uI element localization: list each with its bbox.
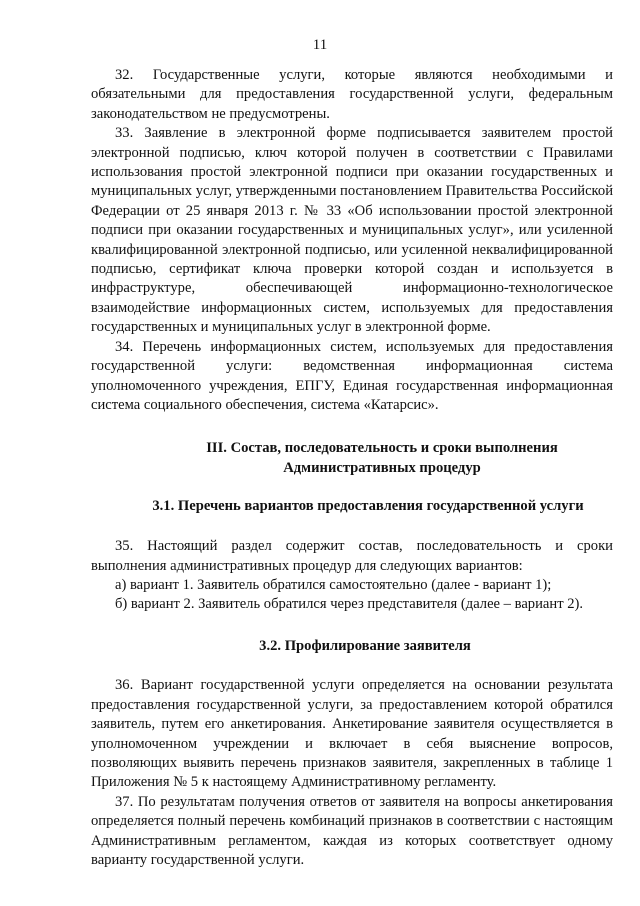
variant-b: б) вариант 2. Заявитель обратился через представителя (далее – вариант 2). — [115, 596, 584, 613]
paragraph-36: 36. Вариант государственной услуги определяется на основании результата предоставления государственной услуги, за предоставлением которой обратился заявитель, путем его анкетирования. Анкетирование заявителя осуществляется в уполномоченном учреждении и включает в себя выяснение вопросов, позволяющих выявить перечень признаков заявителя, закрепленных в таблице 1 Приложения № 5 к настоящему Административному регламенту. — [91, 677, 613, 791]
page-number: 11 — [312, 37, 328, 53]
section-heading-line1: III. Состав, последовательность и сроки выполнения — [206, 440, 558, 457]
section-heading-iii — [91, 439, 613, 478]
subsection-heading-3-2: 3.2. Профилирование заявителя — [259, 637, 471, 654]
subsection-heading-3-1: 3.1. Перечень вариантов предоставления государственной услуги — [152, 497, 584, 514]
paragraph-35: 35. Настоящий раздел содержит состав, последовательность и сроки выполнения административных процедур для следующих вариантов: — [91, 538, 613, 574]
paragraph-33: 33. Заявление в электронной форме подписывается заявителем простой электронной подписью, ключ которой получен в соответствии с Правилами использования простой электронной подписи при оказании государственных и муниципальных услуг, утвержденными постановлением Правительства Российской Федерации от 25 января 2013 г. № 33 «Об использовании простой электронной подписи при оказании государственных и муниципальных услуг», или усиленной квалифицированной электронной подписью, или усиленной неквалифицированной подписью, сертификат ключа проверки которой создан и используется в инфраструктуре, обеспечивающей информационно-технологическое взаимодействие информационных систем, используемых для предоставления государственных и муниципальных услуг в электронной форме. — [91, 125, 613, 336]
paragraph-32: 32. Государственные услуги, которые являются необходимыми и обязательными для предоставления государственной услуги, федеральным законодательством не предусмотрены. — [91, 67, 613, 122]
paragraph-34: 34. Перечень информационных систем, используемых для предоставления государственной услуги: ведомственная информационная система уполномоченного учреждения, ЕПГУ, Единая государственная информационная система социального обеспечения, система «Катарсис». — [91, 338, 613, 413]
section-heading-line2: Административных процедур — [283, 459, 481, 476]
paragraph-37: 37. По результатам получения ответов от заявителя на вопросы анкетирования определяется полный перечень комбинаций признаков в соответствии с настоящим Административным регламентом, каждая из которых соответствует одному варианту государственной услуги. — [91, 793, 613, 868]
document-body — [91, 66, 613, 870]
variant-a: а) вариант 1. Заявитель обратился самостоятельно (далее - вариант 1); — [115, 576, 552, 593]
